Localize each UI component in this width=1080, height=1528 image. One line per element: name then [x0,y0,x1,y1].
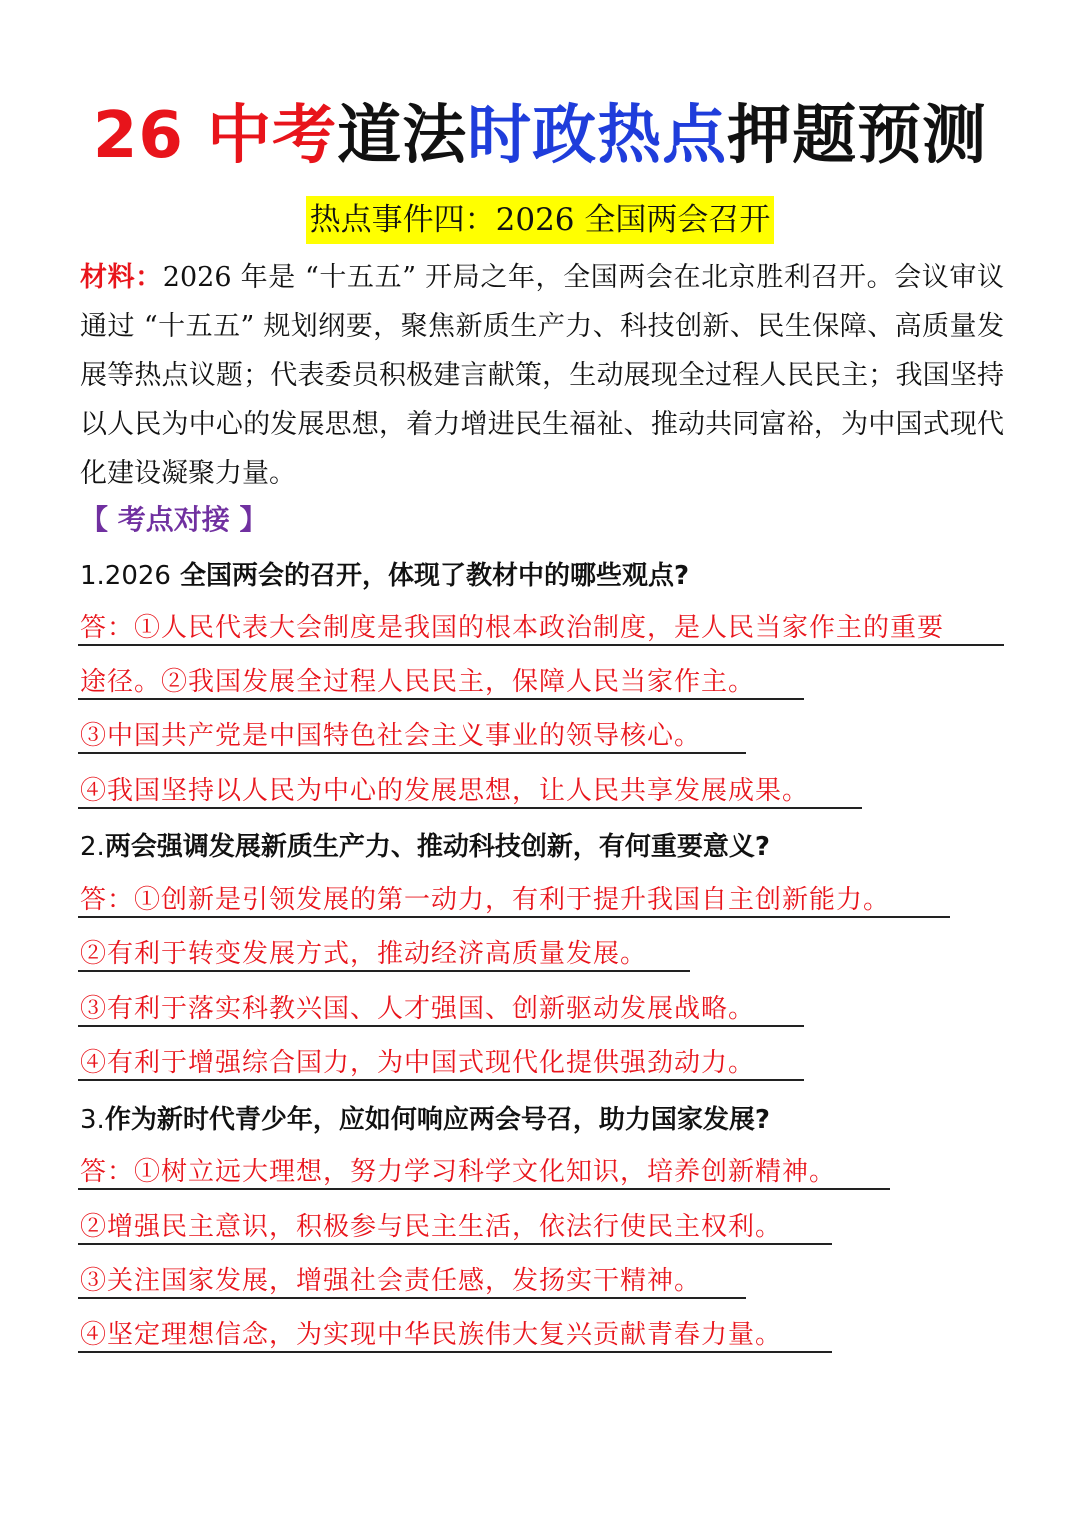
answer-2-line-2: ②有利于转变发展方式，推动经济高质量发展。 [80,939,648,969]
question-number: 2. [80,832,105,862]
question-text: 作为新时代青少年，应如何响应两会号召，助力国家发展? [104,1105,770,1135]
answer-1-line-4: ④我国坚持以人民为中心的发展思想，让人民共享发展成果。 [80,776,810,806]
answer-1-line-3: ③中国共产党是中国特色社会主义事业的领导核心。 [80,721,702,751]
section-header: 【 考点对接 】 [80,503,268,536]
subtitle-row [0,196,1080,244]
underline [78,1188,890,1190]
question-2 [80,827,770,867]
underline [78,1243,832,1245]
question-number: 1.2026 [80,561,171,591]
answer-3-line-1: 答：①树立远大理想，努力学习科学文化知识，培养创新精神。 [80,1157,837,1187]
question-text: 两会强调发展新质生产力、推动科技创新，有何重要意义? [104,832,770,862]
answer-3-line-4: ④坚定理想信念，为实现中华民族伟大复兴贡献青春力量。 [80,1320,783,1350]
answer-2-line-1: 答：①创新是引领发展的第一动力，有利于提升我国自主创新能力。 [80,885,891,915]
underline [78,698,804,700]
question-1 [80,556,689,596]
underline [78,916,950,918]
subtitle-highlight: 热点事件四：2026 全国两会召开 [306,196,775,244]
answer-2-line-3: ③有利于落实科教兴国、人才强国、创新驱动发展战略。 [80,994,756,1024]
answer-1-line-1: 答：①人民代表大会制度是我国的根本政治制度，是人民当家作主的重要 [80,613,945,643]
title-part-prediction: 押题预测 [727,99,988,173]
underline [78,1351,832,1353]
answer-2-line-4: ④有利于增强综合国力，为中国式现代化提供强劲动力。 [80,1048,756,1078]
answer-3-line-3: ③关注国家发展，增强社会责任感，发扬实干精神。 [80,1266,702,1296]
question-3 [80,1100,770,1140]
underline [78,644,1004,646]
material-paragraph [80,253,1004,498]
answer-3-line-2: ②增强民主意识，积极参与民主生活，依法行使民主权利。 [80,1212,783,1242]
question-number: 3. [80,1105,105,1135]
answer-1-line-2: 途径。②我国发展全过程人民民主，保障人民当家作主。 [80,667,756,697]
material-label: 材料： [80,262,163,293]
underline [78,807,862,809]
title-part-subject: 道法 [337,99,468,173]
title-part-hot-topics: 时政热点 [467,99,728,173]
underline [78,970,690,972]
underline [78,1079,804,1081]
underline [78,1297,746,1299]
material-text: 2026 年是 “十五五” 开局之年，全国两会在北京胜利召开。会议审议通过 “十五五” 规划纲要，聚焦新质生产力、科技创新、民生保障、高质量发展等热点议题；代表委员积极建言献策，生动展现全过程人民民主；我国坚持以人民为中心的发展思想，着力增进民生福祉、推动共同富裕，为中国式现代化建设凝聚力量。 [80,262,1004,489]
title-part-exam: 26 中考 [92,99,338,173]
underline [78,1025,804,1027]
page-title [0,92,1080,180]
underline [78,752,746,754]
question-text: 全国两会的召开，体现了教材中的哪些观点? [170,561,690,591]
